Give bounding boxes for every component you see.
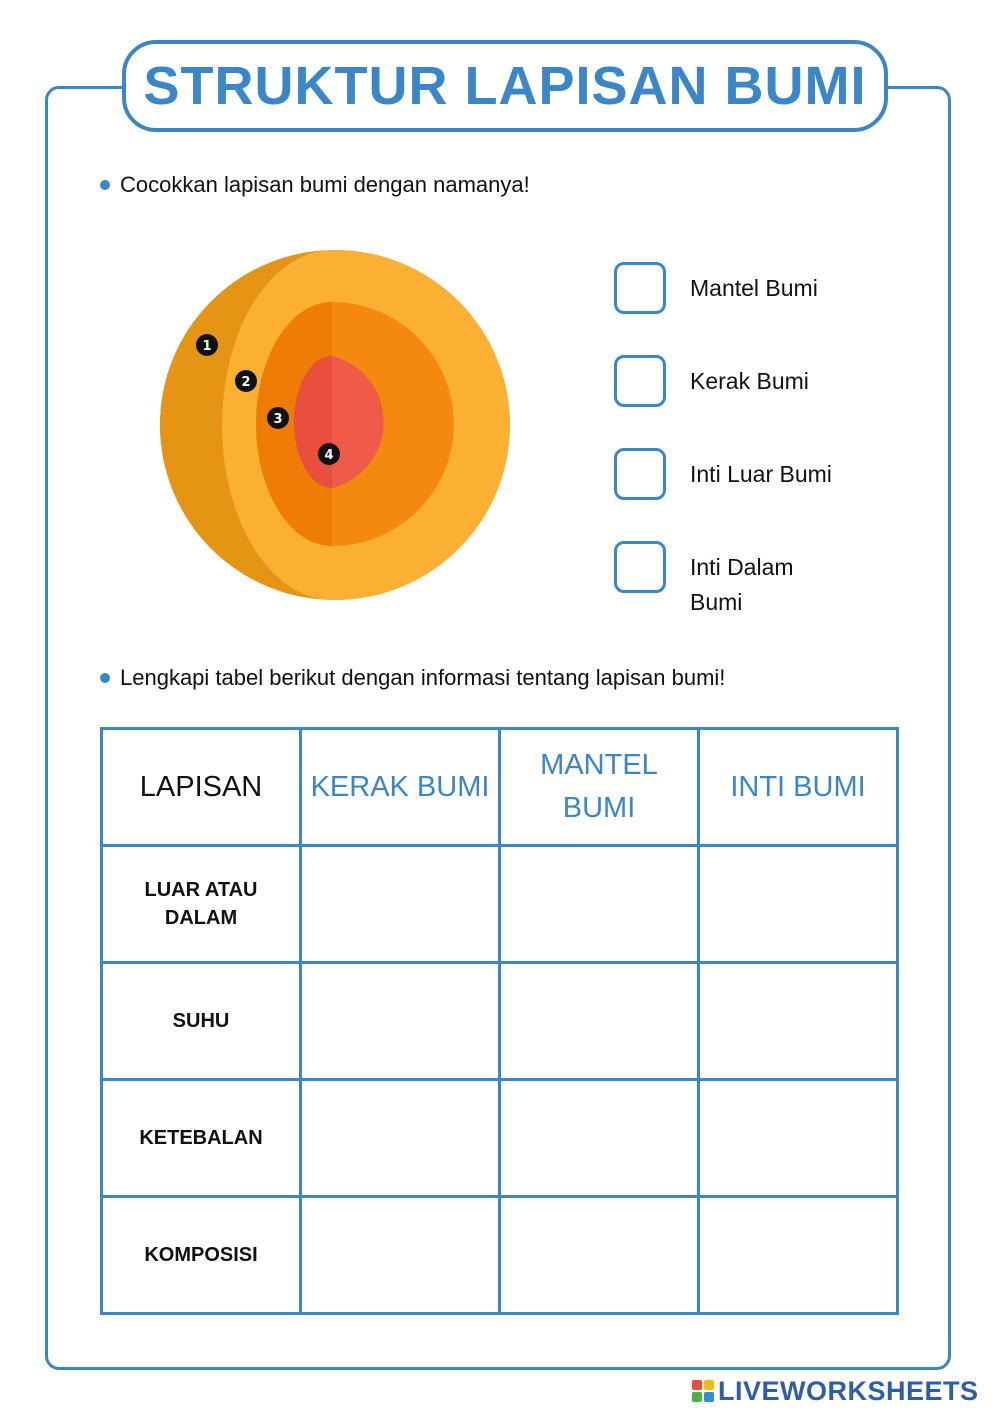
instruction-table [100,665,725,691]
row-label-luar-atau-dalam: LUAR ATAU DALAM [102,846,301,963]
marker-3 [267,407,289,429]
answer-cell[interactable] [699,846,898,963]
answer-box-kerak-bumi[interactable] [614,355,666,407]
header-kerak-bumi: KERAK BUMI [301,729,500,846]
option-label: Mantel Bumi [690,275,818,301]
option-inti-luar-bumi [614,448,865,500]
bullet-icon [100,673,110,683]
svg-text:2: 2 [241,375,251,390]
marker-4 [318,443,340,465]
row-label-ketebalan: KETEBALAN [102,1080,301,1197]
instruction-match-text: Cocokkan lapisan bumi dengan namanya! [120,172,530,197]
svg-text:4: 4 [324,448,334,463]
table-header-row [102,729,898,846]
instruction-match [100,172,530,198]
page-title: STRUKTUR LAPISAN BUMI [143,56,867,116]
table-row [102,846,898,963]
liveworksheets-logo-icon [692,1380,714,1402]
table-row [102,963,898,1080]
earth-layers-diagram [150,240,520,610]
svg-text:3: 3 [273,412,283,427]
option-kerak-bumi [614,355,865,407]
title-banner [122,40,888,132]
branding-text: LIVEWORKSHEETS [718,1375,979,1406]
instruction-table-text: Lengkapi tabel berikut dengan informasi tentang lapisan bumi! [120,665,726,690]
table-row [102,1197,898,1314]
row-label-suhu: SUHU [102,963,301,1080]
table-row [102,1080,898,1197]
answer-cell[interactable] [699,1080,898,1197]
answer-cell[interactable] [699,1197,898,1314]
answer-cell[interactable] [301,846,500,963]
answer-box-inti-luar-bumi[interactable] [614,448,666,500]
svg-text:1: 1 [202,339,212,354]
answer-cell[interactable] [500,1080,699,1197]
answer-cell[interactable] [301,1080,500,1197]
row-label-komposisi: KOMPOSISI [102,1197,301,1314]
header-lapisan: LAPISAN [102,729,301,846]
marker-2 [235,370,257,392]
option-label: Inti Dalam Bumi [690,554,794,615]
answer-cell[interactable] [301,1197,500,1314]
answer-cell[interactable] [500,846,699,963]
answer-cell[interactable] [500,963,699,1080]
option-mantel-bumi [614,262,865,314]
marker-1 [196,334,218,356]
bullet-icon [100,180,110,190]
option-label: Kerak Bumi [690,368,809,394]
option-label: Inti Luar Bumi [690,461,832,487]
header-inti-bumi: INTI BUMI [699,729,898,846]
liveworksheets-branding [692,1376,979,1406]
answer-cell[interactable] [699,963,898,1080]
option-inti-dalam-bumi [614,541,830,620]
answer-cell[interactable] [500,1197,699,1314]
layers-table [100,727,899,1315]
answer-box-mantel-bumi[interactable] [614,262,666,314]
answer-cell[interactable] [301,963,500,1080]
answer-box-inti-dalam-bumi[interactable] [614,541,666,593]
header-mantel-bumi: MANTEL BUMI [500,729,699,846]
